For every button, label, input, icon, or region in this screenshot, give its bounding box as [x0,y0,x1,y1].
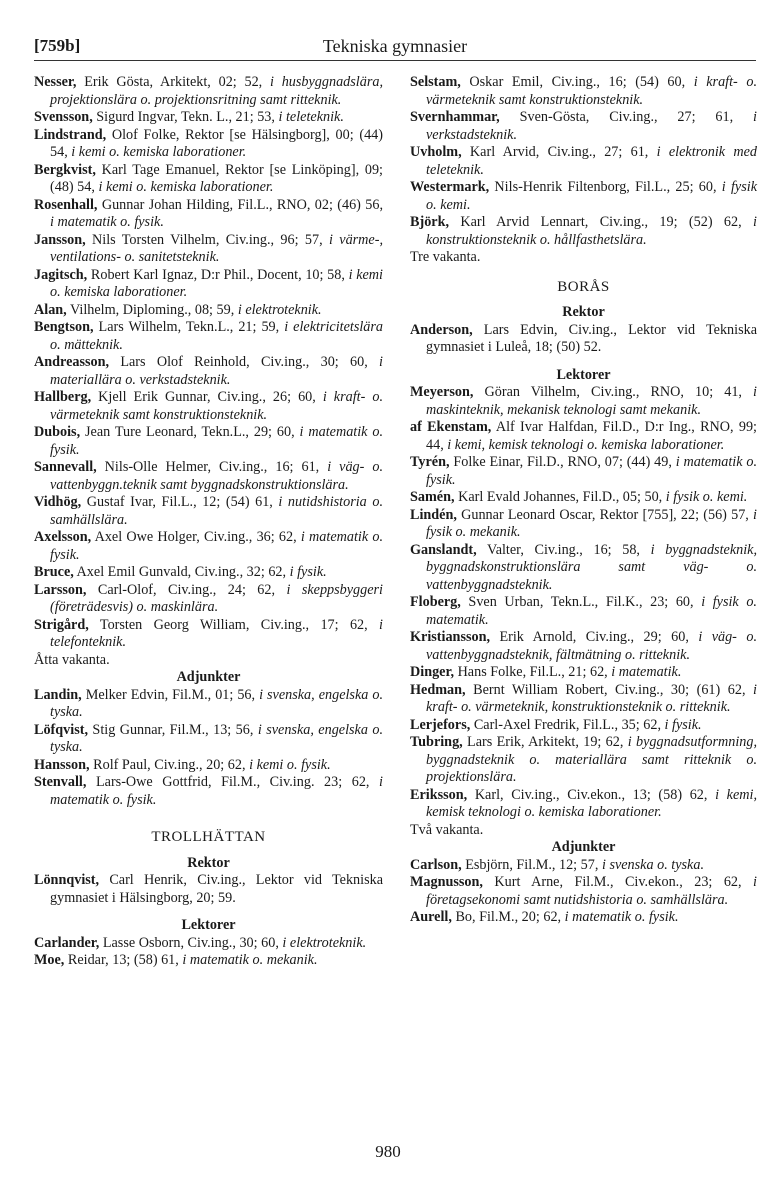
person-name: Bruce, [34,564,74,580]
teaching-subject: i värme-, ventilations- o. sanitetsteknik. [50,231,384,265]
person-name: af Ekenstam, [410,419,492,435]
person-name: Ganslandt, [410,541,477,558]
entry-details: Bernt William Robert, Civ.ing., 30; (61) 62, [465,681,754,698]
entry-details: Karl Evald Johannes, Fil.D., 05; 50, [454,489,666,505]
entry-details: Karl Arvid, Civ.ing., 27; 61, [461,144,657,160]
teaching-subject: i matematik o. fysik. [50,529,383,563]
entry-details: Lars Erik, Arkitekt, 19; 62, [462,734,628,750]
directory-entry [34,267,383,302]
entry-details: Carl Henrik, Civ.ing., Lektor vid Tekniska gymnasiet i Hälsingborg, 20; 59. [50,872,383,906]
directory-entry [34,564,383,582]
teaching-subject: i matematik o. fysik. [50,424,384,458]
teaching-subject: i husbyggnadslära, projektionslära o. projektionsritning samt ritteknik. [50,74,383,108]
person-name: Alan, [34,301,67,318]
person-name: Floberg, [410,594,461,610]
entry-details: Karl, Civ.ing., Civ.ekon., 13; (58) 62, [467,786,716,803]
teaching-subject: i maskinteknik, mekanisk teknologi samt mekanik. [426,384,757,418]
page-header [34,36,756,61]
person-name: Nesser, [34,74,77,90]
directory-entry [34,424,383,459]
directory-entry [410,109,757,144]
teaching-subject: i konstruktionsteknik o. hållfasthetslära. [426,214,757,248]
person-name: Svensson, [34,109,93,125]
person-name: Jagitsch, [34,266,88,283]
teaching-subject: i kemi, kemisk teknologi o. kemiska laborationer. [426,786,757,820]
person-name: Carlander, [34,934,100,951]
person-name: Carlson, [410,856,462,873]
entry-details: Olof Folke, Rektor [se Hälsingborg], 00; (44) 54, [50,126,383,160]
directory-entry [34,687,383,722]
teaching-subject: i skeppsbyggeri (företrädesvis) o. maskinlära. [50,581,383,615]
teaching-subject: i fysik. [289,564,327,580]
teaching-subject: i företagsekonomi samt nutidshistoria o. samhällslära. [426,874,757,908]
teaching-subject: i svenska o. tyska. [601,856,704,873]
entry-details: Lasse Osborn, Civ.ing., 30; 60, [99,934,283,951]
entry-list [410,322,757,357]
section-heading-rektor: Rektor [562,304,605,320]
person-name: Kristiansson, [410,629,491,645]
directory-entry [34,494,383,529]
entry-details: Axel Emil Gunvald, Civ.ing., 32; 62, [73,564,290,580]
entry-details: Sven Urban, Tekn.L., Fil.K., 23; 60, [460,594,702,610]
directory-entry [410,909,757,927]
teaching-subject: i kemi o. kemiska laborationer. [71,144,247,160]
directory-entry [410,454,757,489]
teaching-subject: i byggnadsteknik, byggnadskonstruktionslära samt väg- o. vattenbyggnadsteknik. [426,541,757,593]
directory-entry [410,787,757,822]
person-name: Landin, [34,686,82,703]
directory-entry [410,419,757,454]
person-name: Sannevall, [34,459,97,475]
city-heading-boras: BORÅS [557,278,610,295]
directory-entry [410,507,757,542]
section-heading-adjunkter: Adjunkter [176,669,241,685]
person-name: Löfqvist, [34,721,88,738]
entry-details: Kurt Arne, Fil.M., Civ.ekon., 23; 62, [482,874,754,890]
person-name: Strigård, [34,616,89,633]
entry-details: Vilhelm, Diploming., 08; 59, [66,301,238,318]
entry-details: Erik Arnold, Civ.ing., 29; 60, [490,629,699,645]
teaching-subject: i teleteknik. [278,109,344,125]
section-heading-lektorer: Lektorer [556,366,611,383]
entry-details: Hans Folke, Fil.L., 21; 62, [454,664,612,680]
person-name: Axelsson, [34,529,92,545]
directory-entry [34,319,383,354]
vacancy-note: Två vakanta. [410,821,484,838]
person-name: Uvholm, [410,144,462,160]
person-name: Meyerson, [410,384,474,400]
person-name: Björk, [410,214,450,230]
entry-details: Stig Gunnar, Fil.M., 13; 56, [88,721,258,738]
person-name: Hansson, [34,756,90,773]
teaching-subject: i elektronik med teleteknik. [426,144,757,178]
entry-list [410,74,757,249]
entry-details: Gunnar Johan Hilding, Fil.L., RNO, 02; (46) 56, [97,196,383,213]
entry-details: Lars Olof Reinhold, Civ.ing., 30; 60, [109,354,380,370]
person-name: Vidhög, [34,494,82,510]
entry-details: Sigurd Ingvar, Tekn. L., 21; 53, [92,109,279,125]
entry-details: Robert Karl Ignaz, D:r Phil., Docent, 10; 58, [87,266,349,283]
directory-entry [34,109,383,127]
entry-details: Nils-Henrik Filtenborg, Fil.L., 25; 60, [489,179,722,195]
teaching-subject: i kemi o. kemiska laborationer. [98,179,274,195]
directory-entry [34,582,383,617]
entry-details: Sven-Gösta, Civ.ing., 27; 61, [499,109,754,125]
directory-entry [34,774,383,809]
entry-details: Kjell Erik Gunnar, Civ.ing., 26; 60, [91,389,323,405]
teaching-subject: i fysik o. kemi. [665,489,748,505]
entry-details: Lars Wilhelm, Tekn.L., 21; 59, [93,319,285,335]
teaching-subject: i fysik. [664,716,702,733]
person-name: Lerjefors, [410,716,471,733]
person-name: Tubring, [410,734,463,750]
entry-details: Gustaf Ivar, Fil.L., 12; (54) 61, [81,494,279,510]
section-heading-lektorer: Lektorer [181,917,236,933]
entry-details: Nils-Olle Helmer, Civ.ing., 16; 61, [96,459,328,475]
directory-entry [410,874,757,909]
person-name: Dinger, [410,664,455,680]
directory-entry [410,734,757,787]
entry-details: Axel Owe Holger, Civ.ing., 36; 62, [91,529,301,545]
directory-entry [410,322,757,357]
directory-entry [34,74,383,109]
teaching-subject: i matematik o. fysik. [50,774,383,808]
teaching-subject: i kraft- o. värmeteknik, konstruktionsteknik o. ritteknik. [426,681,757,715]
directory-entry [410,542,757,595]
entry-details: Valter, Civ.ing., 16; 58, [476,541,651,558]
vacancy-note: Tre vakanta. [410,249,481,265]
person-name: Svernhammar, [410,109,500,125]
directory-entry [410,489,757,507]
person-name: Magnusson, [410,874,483,890]
directory-entry [410,384,757,419]
directory-entry [410,214,757,249]
teaching-subject: i nutidshistoria o. samhällslära. [50,494,383,528]
entry-details: Carl-Axel Fredrik, Fil.L., 35; 62, [470,716,665,733]
directory-entry [410,717,757,735]
person-name: Aurell, [410,909,452,925]
directory-entry [34,354,383,389]
directory-entry [410,682,757,717]
entry-details: Rolf Paul, Civ.ing., 20; 62, [89,756,250,773]
entry-details: Folke Einar, Fil.D., RNO, 07; (44) 49, [449,454,676,470]
directory-entry [410,629,757,664]
section-heading-adjunkter: Adjunkter [551,839,616,855]
directory-entry [410,179,757,214]
left-column [34,74,383,970]
person-name: Stenvall, [34,774,87,790]
teaching-subject: i kraft- o. värmeteknik samt konstruktionsteknik. [50,389,383,423]
entry-details: Torsten Georg William, Civ.ing., 17; 62, [88,616,380,633]
directory-entry [34,127,383,162]
entry-details: Lars Edvin, Civ.ing., Lektor vid Tekniska gymnasiet i Luleå, 18; (50) 52. [426,321,757,355]
directory-entry [34,162,383,197]
entry-list [34,74,383,652]
person-name: Andreasson, [34,354,110,370]
entry-details: Lars-Owe Gottfrid, Fil.M., Civ.ing. 23; 62, [86,774,380,790]
entry-details: Oskar Emil, Civ.ing., 16; (54) 60, [460,74,694,90]
teaching-subject: i elektroteknik. [282,934,367,951]
person-name: Larsson, [34,581,87,598]
entry-list [410,857,757,927]
directory-entry [410,74,757,109]
teaching-subject: i materiallära o. verkstadsteknik. [50,354,383,388]
page-number: 980 [375,1142,401,1161]
teaching-subject: i fysik o. mekanik. [426,506,757,540]
directory-entry [34,872,383,907]
entry-details: Gunnar Leonard Oscar, Rektor [755], 22; (56) 57, [456,506,754,523]
teaching-subject: i kemi o. fysik. [249,756,331,773]
teaching-subject: i matematik o. fysik. [50,214,164,230]
entry-details: Alf Ivar Halfdan, Fil.D., D:r Ing., RNO, 99; 44, [426,419,757,453]
person-name: Westermark, [410,179,490,195]
directory-entry [34,722,383,757]
city-heading-trollhattan: TROLLHÄTTAN [151,829,266,845]
teaching-subject: i verkstadsteknik. [426,109,757,143]
person-name: Bengtson, [34,319,94,335]
teaching-subject: i svenska, engelska o. tyska. [50,686,383,720]
teaching-subject: i väg- o. vattenbyggn.teknik samt byggnadskonstruktionslära. [50,459,384,493]
entry-details: Bo, Fil.M., 20; 62, [451,909,565,925]
teaching-subject: i elektroteknik. [237,301,322,318]
directory-entry [34,529,383,564]
person-name: Dubois, [34,424,81,440]
entry-details: Göran Vilhelm, Civ.ing., RNO, 10; 41, [473,384,754,400]
entry-details: Reidar, 13; (58) 61, [64,952,183,968]
entry-details: Melker Edvin, Fil.M., 01; 56, [81,686,260,703]
person-name: Lindén, [410,506,457,523]
entry-list [34,687,383,810]
person-name: Lönnqvist, [34,872,100,888]
teaching-subject: i matematik o. mekanik. [182,952,318,968]
person-name: Hedman, [410,681,466,698]
person-name: Moe, [34,952,65,968]
teaching-subject: i väg- o. vattenbyggnadsteknik, fältmätning o. ritteknik. [426,629,757,663]
directory-entry [34,459,383,494]
entry-list [34,872,383,907]
teaching-subject: i matematik o. fysik. [426,454,757,488]
person-name: Bergkvist, [34,161,96,178]
teaching-subject: i byggnadsutformning, byggnadsteknik o. materiallära samt ritteknik o. projektionslära. [426,734,758,785]
person-name: Tyrén, [410,454,450,470]
person-name: Jansson, [34,231,86,248]
running-title: Tekniska gymnasier [322,36,468,56]
directory-entry [34,232,383,267]
teaching-subject: i fysik o. matematik. [426,594,757,628]
section-heading-rektor: Rektor [187,854,230,871]
entry-details: Carl-Olof, Civ.ing., 24; 62, [86,581,287,598]
teaching-subject: i fysik o. kemi. [426,179,757,213]
teaching-subject: i kraft- o. värmeteknik samt konstruktionsteknik. [426,74,757,108]
person-name: Anderson, [410,321,473,338]
teaching-subject: i matematik. [611,664,682,680]
directory-entry [34,757,383,775]
entry-list [410,384,757,822]
teaching-subject: i kemi o. kemiska laborationer. [50,266,383,300]
teaching-subject: i telefonteknik. [50,616,383,650]
person-name: Rosenhall, [34,196,98,213]
teaching-subject: i matematik o. fysik. [564,909,679,925]
directory-entry [410,144,757,179]
directory-entry [34,389,383,424]
directory-entry [34,302,383,320]
directory-entry [34,197,383,232]
person-name: Selstam, [410,74,461,90]
directory-entry [34,617,383,652]
directory-entry [34,935,383,953]
directory-entry [410,857,757,875]
teaching-subject: i kemi, kemisk teknologi o. kemiska laborationer. [447,436,725,453]
right-column [410,74,757,927]
person-name: Eriksson, [410,786,468,803]
person-name: Samén, [410,489,455,505]
entry-list [34,935,383,970]
teaching-subject: i elektricitetslära o. mätteknik. [50,319,383,353]
directory-entry [34,952,383,970]
entry-details: Jean Ture Leonard, Tekn.L., 29; 60, [80,424,300,440]
entry-details: Nils Torsten Vilhelm, Civ.ing., 96; 57, [85,231,329,248]
page-reference: [759b] [34,36,81,55]
person-name: Hallberg, [34,389,92,405]
person-name: Lindstrand, [34,126,107,143]
teaching-subject: i svenska, engelska o. tyska. [50,721,384,755]
entry-details: Karl Tage Emanuel, Rektor [se Linköping], 09; (48) 54, [50,161,383,195]
directory-entry [410,664,757,682]
entry-details: Esbjörn, Fil.M., 12; 57, [461,856,602,873]
entry-details: Karl Arvid Lennart, Civ.ing., 19; (52) 62, [449,214,754,230]
entry-details: Erik Gösta, Arkitekt, 02; 52, [76,74,270,90]
directory-entry [410,594,757,629]
vacancy-note: Åtta vakanta. [34,651,110,668]
